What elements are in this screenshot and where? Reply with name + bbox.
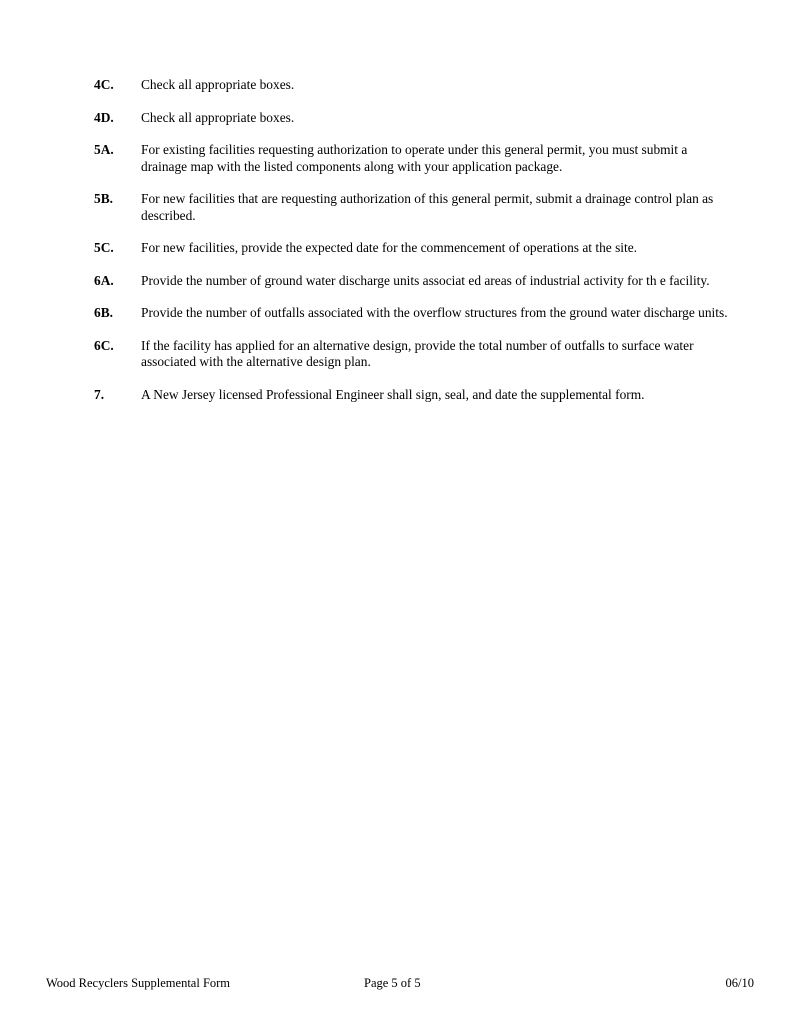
item-text: Check all appropriate boxes.	[141, 77, 295, 92]
item-text: Provide the number of ground water discharge units associat ed areas of industrial activity for th e facility.	[141, 272, 710, 288]
item-number: 4D.	[94, 109, 114, 125]
instruction-item-4c	[94, 77, 734, 94]
item-number: 6A.	[94, 272, 114, 288]
footer-revision-date: 06/10	[725, 976, 754, 990]
instruction-item-6b	[94, 305, 734, 322]
instruction-item-6a	[94, 273, 734, 290]
item-text: For new facilities, provide the expected date for the commencement of operations at the site.	[141, 240, 638, 255]
page-footer	[46, 975, 754, 993]
instruction-item-5b	[94, 191, 734, 224]
item-number: 6C.	[94, 337, 114, 353]
item-number: 5C.	[94, 240, 114, 255]
instructions-list	[94, 77, 734, 419]
item-text: A New Jersey licensed Professional Engineer shall sign, seal, and date the supplemental form.	[141, 386, 645, 402]
item-number: 5B.	[94, 191, 113, 206]
instruction-item-5c	[94, 240, 734, 257]
item-number: 7.	[94, 386, 105, 402]
footer-page-number: Page 5 of 5	[364, 976, 421, 990]
instruction-item-5a	[94, 142, 734, 175]
instruction-item-7	[94, 387, 734, 404]
instruction-item-4d	[94, 110, 734, 127]
item-text: For existing facilities requesting authorization to operate under this general permit, you must submit a drainage map with the listed components along with your application package.	[141, 142, 688, 174]
item-number: 4C.	[94, 77, 114, 92]
item-text: Check all appropriate boxes.	[141, 109, 295, 125]
item-number: 5A.	[94, 142, 114, 157]
item-text: If the facility has applied for an alternative design, provide the total number of outfalls to surface water associated with the alternative design plan.	[141, 337, 694, 369]
footer-form-name: Wood Recyclers Supplemental Form	[46, 976, 231, 990]
item-text: For new facilities that are requesting authorization of this general permit, submit a drainage control plan as described.	[141, 191, 714, 223]
instruction-item-6c	[94, 338, 734, 371]
item-text: Provide the number of outfalls associated with the overflow structures from the ground water discharge units.	[141, 305, 728, 320]
item-number: 6B.	[94, 305, 113, 320]
